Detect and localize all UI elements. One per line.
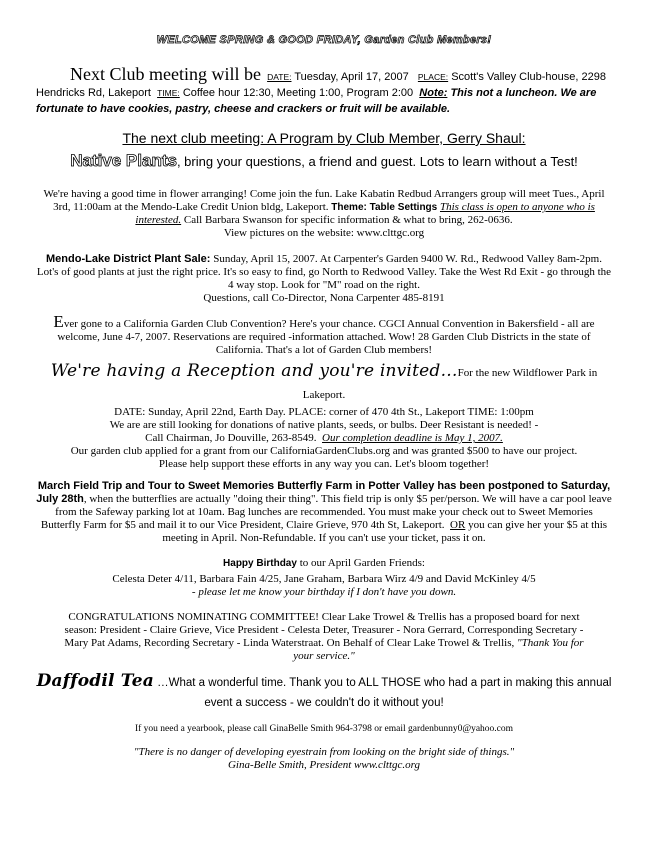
time-value: Coffee hour 12:30, Meeting 1:00, Program 2:00 [182, 87, 414, 99]
birthday-note: - please let me know your birthday if I don't have you down. [191, 586, 457, 598]
plant-sale-contact: Questions, call Co-Director, Nona Carpenter 485-8191 [203, 292, 445, 304]
president-signature: Gina-Belle Smith, President www.clttgc.org [227, 759, 421, 771]
birthday-section [36, 557, 612, 599]
daffodil-text: …What a wonderful time. Thank you to ALL THOSE who had a part in making this annual event a success - we couldn't do it without you! [157, 677, 612, 709]
convention-section [36, 312, 612, 357]
welcome-banner [36, 34, 612, 50]
meeting-intro: Next Club meeting will be [70, 64, 261, 84]
convention-drop-cap: E [53, 312, 64, 331]
date-label: DATE: [267, 72, 292, 82]
note-label: Note: [419, 87, 448, 99]
note-value: This not a luncheon. We are fortunate to have cookies, pastry, cheese and crackers or fruit will be available. [36, 87, 597, 115]
arranging-section [36, 188, 612, 240]
reception-grant: Our garden club applied for a grant from our CaliforniaGardenClubs.org and was granted $500 to have our project. [70, 445, 578, 457]
daffodil-section [36, 671, 612, 713]
newsletter-page [36, 34, 612, 772]
date-value: Tuesday, April 17, 2007 [294, 71, 409, 83]
program-description: , bring your questions, a friend and guest. Lots to learn without a Test! [176, 154, 578, 169]
yearbook-section [36, 723, 612, 736]
reception-subtitle: For the new Wildflower Park in Lakeport. [302, 367, 598, 401]
banner-members: Garden Club Members! [364, 34, 492, 46]
reception-section [36, 360, 612, 471]
place-label: PLACE: [417, 72, 449, 82]
field-trip-or: OR [450, 519, 466, 531]
field-trip-text-2: you can give her your $5 at this meeting in April. Non-Refundable. If you can't use your ticket, pass it on. [162, 519, 608, 544]
nominating-thanks: "Thank You for your service." [293, 637, 584, 662]
nominating-text: CONGRATULATIONS NOMINATING COMMITTEE! Clear Lake Trowel & Trellis has a proposed board for next season: President - Claire Grieve, Vice President - Celesta Deter, Treasurer - Nora Gerrard, Corresponding Secretary - Mary Pat Adams, Recording Secretary - Linda Waterstraat. On Behalf of Clear Lake Trowel & Trellis, [64, 611, 584, 649]
website-line: View pictures on the website: www.clttgc.org [223, 227, 425, 239]
program-heading: The next club meeting: A Program by Club Member, Gerry Shaul: [122, 130, 526, 146]
closing-quote: "There is no danger of developing eyestrain from looking on the bright side of things." [133, 746, 515, 758]
convention-text: ver gone to a California Garden Club Convention? Here's your chance. CGCI Annual Convention in Bakersfield - all are welcome, June 4-7, 2007. Reservations are required -information attached. Wow! 28 Garden Club Districts in the state of California. That's a lot of Garden Club members! [57, 318, 595, 356]
birthday-title: Happy Birthday [223, 558, 297, 569]
reception-donations: We are are still looking for donations of native plants, seeds, or bulbs. Deer Resistant is needed! - [109, 419, 539, 431]
reception-support: Please help support these efforts in any way you can. Let's bloom together! [158, 458, 490, 470]
birthday-names: Celesta Deter 4/11, Barbara Fain 4/25, Jane Graham, Barbara Wirz 4/9 and David McKinley 4/5 [112, 573, 536, 585]
reception-deadline: Our completion deadline is May 1, 2007. [322, 432, 503, 444]
birthday-greeting: to our April Garden Friends: [299, 557, 425, 569]
plant-sale-heading: Mendo-Lake District Plant Sale: [46, 253, 211, 265]
meeting-section [36, 66, 612, 117]
reception-details: DATE: Sunday, April 22nd, Earth Day. PLACE: corner of 470 4th St., Lakeport TIME: 1:00pm [114, 406, 534, 418]
field-trip-text: , when the butterflies are actually "doing their thing". This field trip is only $5 per/person. We will have a car pool leave from the Safeway parking lot at 10am. Bag lunches are recommended. You must make your check out to Sweet Memories Butterfly Farm for $5 and mail it to our Vice President, Claire Grieve, 970 4th St, Lakeport. [40, 493, 612, 531]
program-section [36, 129, 612, 172]
field-trip-section [36, 480, 612, 545]
yearbook-note: If you need a yearbook, please call GinaBelle Smith 964-3798 or email gardenbunny0@yahoo.com [134, 724, 514, 734]
time-label: TIME: [157, 88, 180, 98]
reception-script-title: We're having a Reception and you're invited… [50, 361, 458, 381]
place-value: Scott's Valley Club-house, 2298 Hendricks Rd, Lakeport [36, 71, 606, 99]
daffodil-tea-title: Daffodil Tea [36, 671, 154, 691]
plant-sale-text: Sunday, April 15, 2007. At Carpenter's Garden 9400 W. Rd., Redwood Valley 8am-2pm. Lot's of good plants at just the right price. It's so easy to find, go North to Redwood Valley. Take the West Rd Exit - go through the 4 way stop. Look for "M" road on the right. [36, 253, 612, 291]
arranging-contact: Call Barbara Swanson for specific information & what to bring, 262-0636. [183, 214, 513, 226]
reception-call: Call Chairman, Jo Douville, 263-8549. [145, 432, 317, 444]
theme-text: Theme: Table Settings [331, 202, 438, 213]
native-plants-title: Native Plants [70, 151, 177, 170]
banner-greeting: WELCOME SPRING & GOOD FRIDAY, [156, 34, 361, 46]
arranging-text: We're having a good time in flower arranging! Come join the fun. Lake Kabatin Redbud Arrangers group will meet Tues., April 3rd, 11:00am at the Mendo-Lake Credit Union bldg, Lakeport. [43, 188, 605, 213]
closing-section [36, 746, 612, 772]
nominating-section [36, 611, 612, 663]
class-note: This class is open to anyone who is interested. [135, 201, 595, 226]
field-trip-heading: March Field Trip and Tour to Sweet Memories Butterfly Farm in Potter Valley has been postponed to Saturday, July 28th [36, 480, 611, 505]
plant-sale-section [36, 253, 612, 305]
